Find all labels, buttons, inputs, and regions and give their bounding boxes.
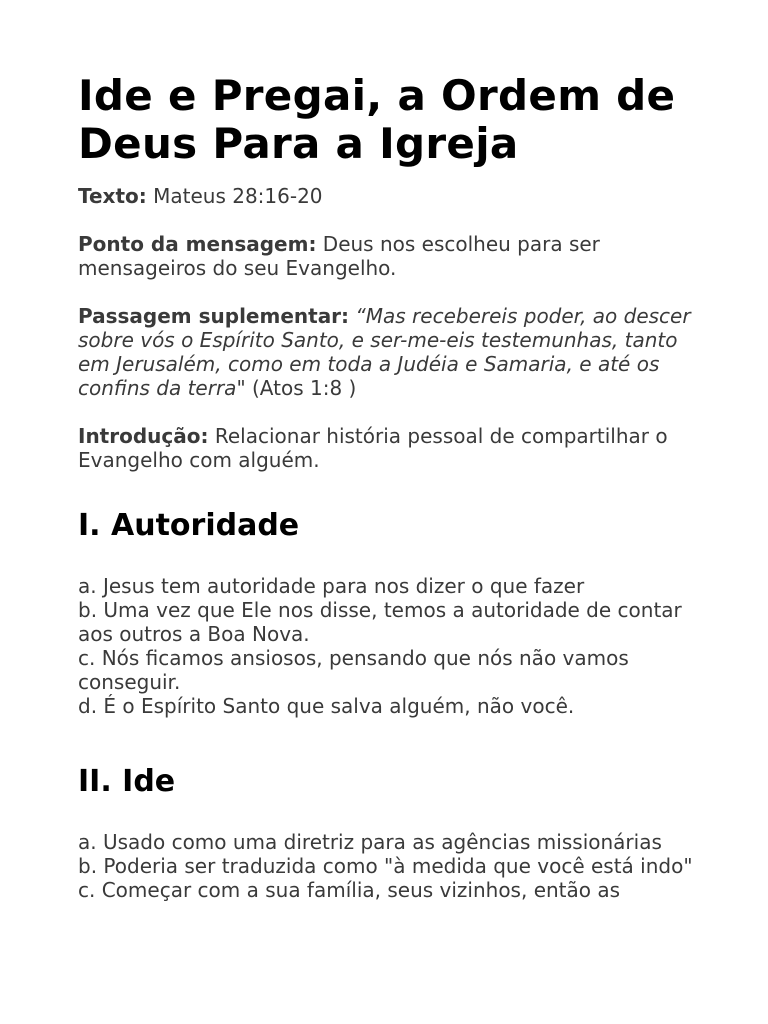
texto-label: Texto: bbox=[78, 184, 147, 208]
texto-value: Mateus 28:16-20 bbox=[153, 184, 323, 208]
list-item: c. Nós ficamos ansiosos, pensando que nós não vamos conseguir. bbox=[78, 646, 629, 694]
list-item: a. Usado como uma diretriz para as agências missionárias bbox=[78, 830, 662, 854]
list-item: a. Jesus tem autoridade para nos dizer o que fazer bbox=[78, 574, 585, 598]
list-item: b. Uma vez que Ele nos disse, temos a autoridade de contar aos outros a Boa Nova. bbox=[78, 598, 682, 646]
texto-paragraph bbox=[78, 184, 698, 208]
ponto-label: Ponto da mensagem: bbox=[78, 232, 317, 256]
ponto-value: Deus nos escolheu para ser mensageiros do seu Evangelho. bbox=[78, 232, 600, 280]
section-heading-autoridade: I. Autoridade bbox=[78, 508, 300, 543]
introducao-value: Relacionar história pessoal de compartilhar o Evangelho com alguém. bbox=[78, 424, 668, 472]
ide-list bbox=[78, 830, 698, 902]
list-item: c. Começar com a sua família, seus vizinhos, então as bbox=[78, 878, 621, 902]
list-item: b. Poderia ser traduzida como "à medida que você está indo" bbox=[78, 854, 693, 878]
passagem-reference: (Atos 1:8 ) bbox=[252, 376, 357, 400]
passagem-closing-quote: " bbox=[236, 376, 246, 400]
list-item: d. É o Espírito Santo que salva alguém, não você. bbox=[78, 694, 575, 718]
introducao-label: Introdução: bbox=[78, 424, 209, 448]
ponto-paragraph bbox=[78, 232, 698, 280]
document-title: Ide e Pregai, a Ordem de Deus Para a Igreja bbox=[78, 71, 676, 168]
passagem-quote: “Mas recebereis poder, ao descer sobre vós o Espírito Santo, e ser-me-eis testemunhas, tanto em Jerusalém, como em toda a Judéia e Samaria, e até os confins da terra bbox=[78, 304, 691, 400]
passagem-paragraph bbox=[78, 304, 698, 400]
section-heading-ide: II. Ide bbox=[78, 764, 176, 799]
document-page bbox=[78, 72, 698, 902]
autoridade-list bbox=[78, 574, 698, 718]
introducao-paragraph bbox=[78, 424, 698, 472]
passagem-label: Passagem suplementar: bbox=[78, 304, 350, 328]
